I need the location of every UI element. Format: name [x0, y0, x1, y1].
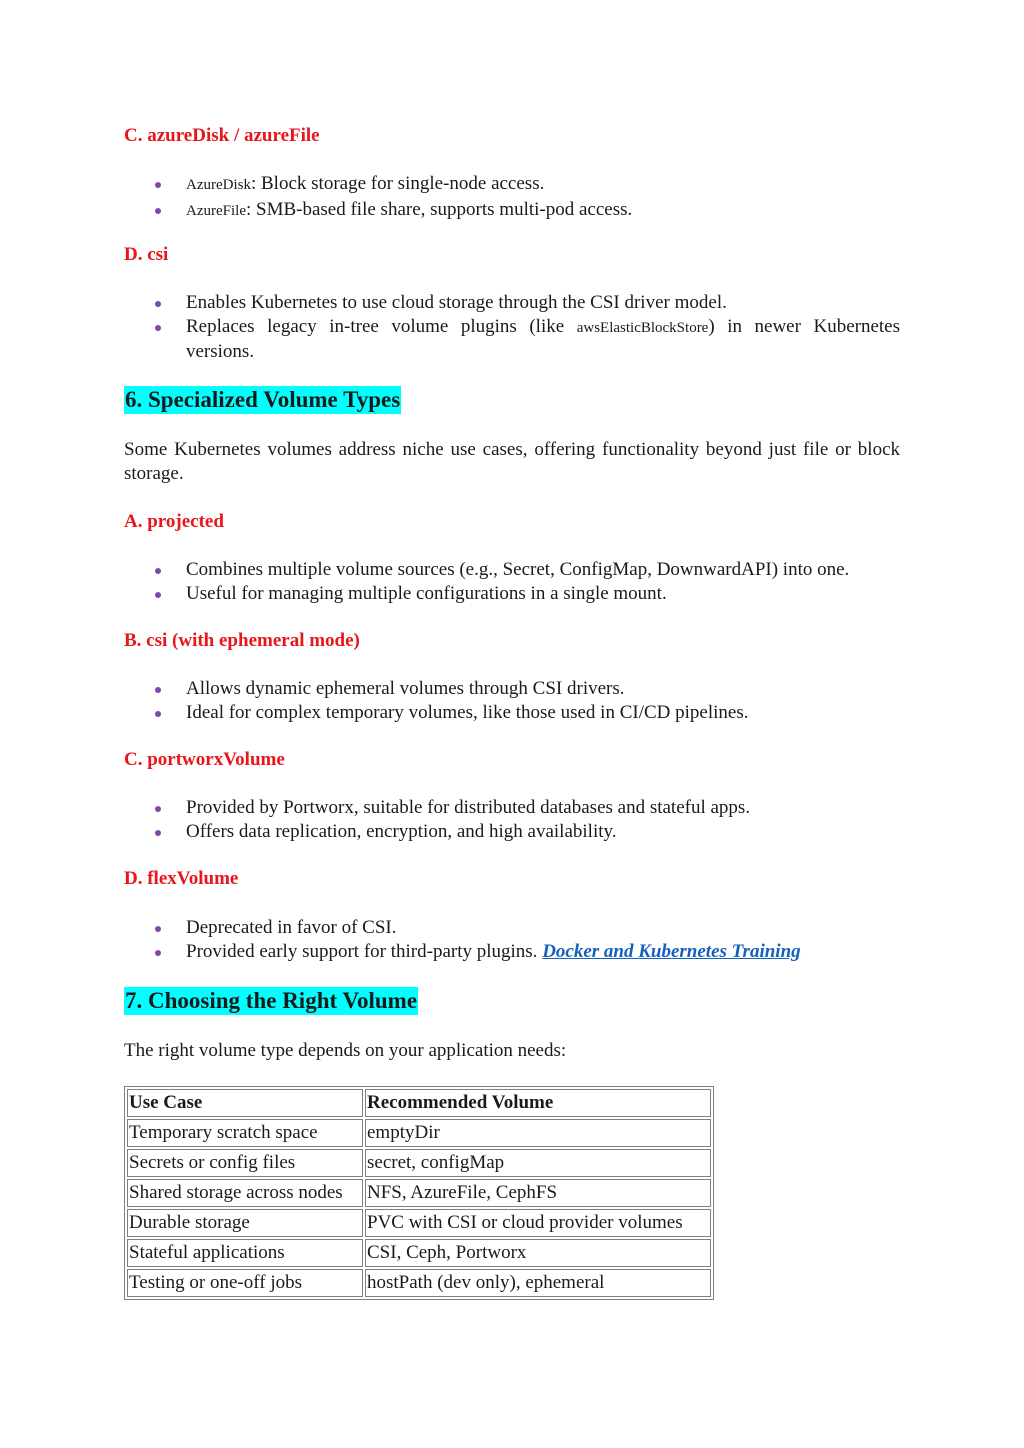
table-cell: Stateful applications — [127, 1239, 363, 1267]
bullet-icon — [155, 301, 161, 307]
table-row — [127, 1179, 711, 1207]
table-cell: CSI, Ceph, Portworx — [365, 1239, 711, 1267]
table-cell: NFS, AzureFile, CephFS — [365, 1179, 711, 1207]
bullet-icon — [155, 182, 161, 188]
bullet-icon — [155, 325, 161, 331]
table-header-cell: Recommended Volume — [365, 1089, 711, 1117]
flex-heading: D. flexVolume — [124, 868, 239, 889]
table-cell: Temporary scratch space — [127, 1119, 363, 1147]
list-item: Offers data replication, encryption, and high availability. — [124, 820, 904, 844]
list-item: Useful for managing multiple configurations in a single mount. — [124, 582, 904, 606]
table-cell: emptyDir — [365, 1119, 711, 1147]
table-row — [127, 1209, 711, 1237]
table-header-row — [127, 1089, 711, 1117]
specialized-intro: Some Kubernetes volumes address niche use cases, offering functionality beyond just file or block storage. — [124, 439, 900, 484]
table-cell: PVC with CSI or cloud provider volumes — [365, 1209, 711, 1237]
volume-table — [124, 1086, 714, 1300]
bullet-icon — [155, 711, 161, 717]
code-term: awsElasticBlockStore — [576, 319, 709, 336]
table-cell: Shared storage across nodes — [127, 1179, 363, 1207]
portworx-list — [124, 796, 904, 843]
list-item: Ideal for complex temporary volumes, like those used in CI/CD pipelines. — [124, 701, 904, 725]
bullet-icon — [155, 592, 161, 598]
table-cell: Testing or one-off jobs — [127, 1269, 363, 1297]
list-item: Allows dynamic ephemeral volumes through CSI drivers. — [124, 677, 904, 701]
table-row — [127, 1239, 711, 1267]
table-cell: hostPath (dev only), ephemeral — [365, 1269, 711, 1297]
section-heading-specialized: 6. Specialized Volume Types — [125, 387, 401, 412]
csi-ephemeral-list — [124, 677, 904, 724]
code-term: AzureDisk — [186, 177, 251, 193]
table-row — [127, 1269, 711, 1297]
csi-ephemeral-heading: B. csi (with ephemeral mode) — [124, 630, 360, 651]
list-item: Combines multiple volume sources (e.g., Secret, ConfigMap, DownwardAPI) into one. — [124, 558, 904, 582]
projected-list — [124, 558, 904, 605]
bullet-icon — [155, 806, 161, 812]
choosing-intro: The right volume type depends on your application needs: — [124, 1040, 567, 1061]
azure-list — [124, 172, 904, 223]
list-item: Enables Kubernetes to use cloud storage through the CSI driver model. — [124, 291, 904, 315]
table-cell: secret, configMap — [365, 1149, 711, 1177]
training-link[interactable]: Docker and Kubernetes Training — [542, 940, 801, 962]
table-header-cell: Use Case — [127, 1089, 363, 1117]
bullet-icon — [155, 926, 161, 932]
list-item: Deprecated in favor of CSI. — [124, 916, 904, 940]
list-item: Provided early support for third-party plugins. Docker and Kubernetes Training — [124, 940, 904, 964]
bullet-icon — [155, 568, 161, 574]
portworx-heading: C. portworxVolume — [124, 749, 285, 770]
code-term: AzureFile — [186, 202, 246, 219]
list-item: Replaces legacy in-tree volume plugins (like awsElasticBlockStore) in newer Kubernetes versions. — [124, 315, 904, 364]
table-cell: Secrets or config files — [127, 1149, 363, 1177]
bullet-icon — [155, 687, 161, 693]
projected-heading: A. projected — [124, 511, 224, 532]
azure-heading: C. azureDisk / azureFile — [124, 125, 320, 146]
bullet-icon — [155, 208, 161, 214]
flex-list — [124, 916, 904, 963]
list-item: AzureFile: SMB-based file share, supports multi-pod access. — [124, 198, 904, 224]
bullet-icon — [155, 830, 161, 836]
list-item: Provided by Portworx, suitable for distributed databases and stateful apps. — [124, 796, 904, 820]
table-cell: Durable storage — [127, 1209, 363, 1237]
csi-heading: D. csi — [124, 244, 169, 265]
table-row — [127, 1119, 711, 1147]
bullet-icon — [155, 950, 161, 956]
section-heading-choosing: 7. Choosing the Right Volume — [125, 988, 418, 1013]
csi-list — [124, 291, 904, 364]
list-item: AzureDisk: Block storage for single-node access. — [124, 172, 904, 198]
table-row — [127, 1149, 711, 1177]
